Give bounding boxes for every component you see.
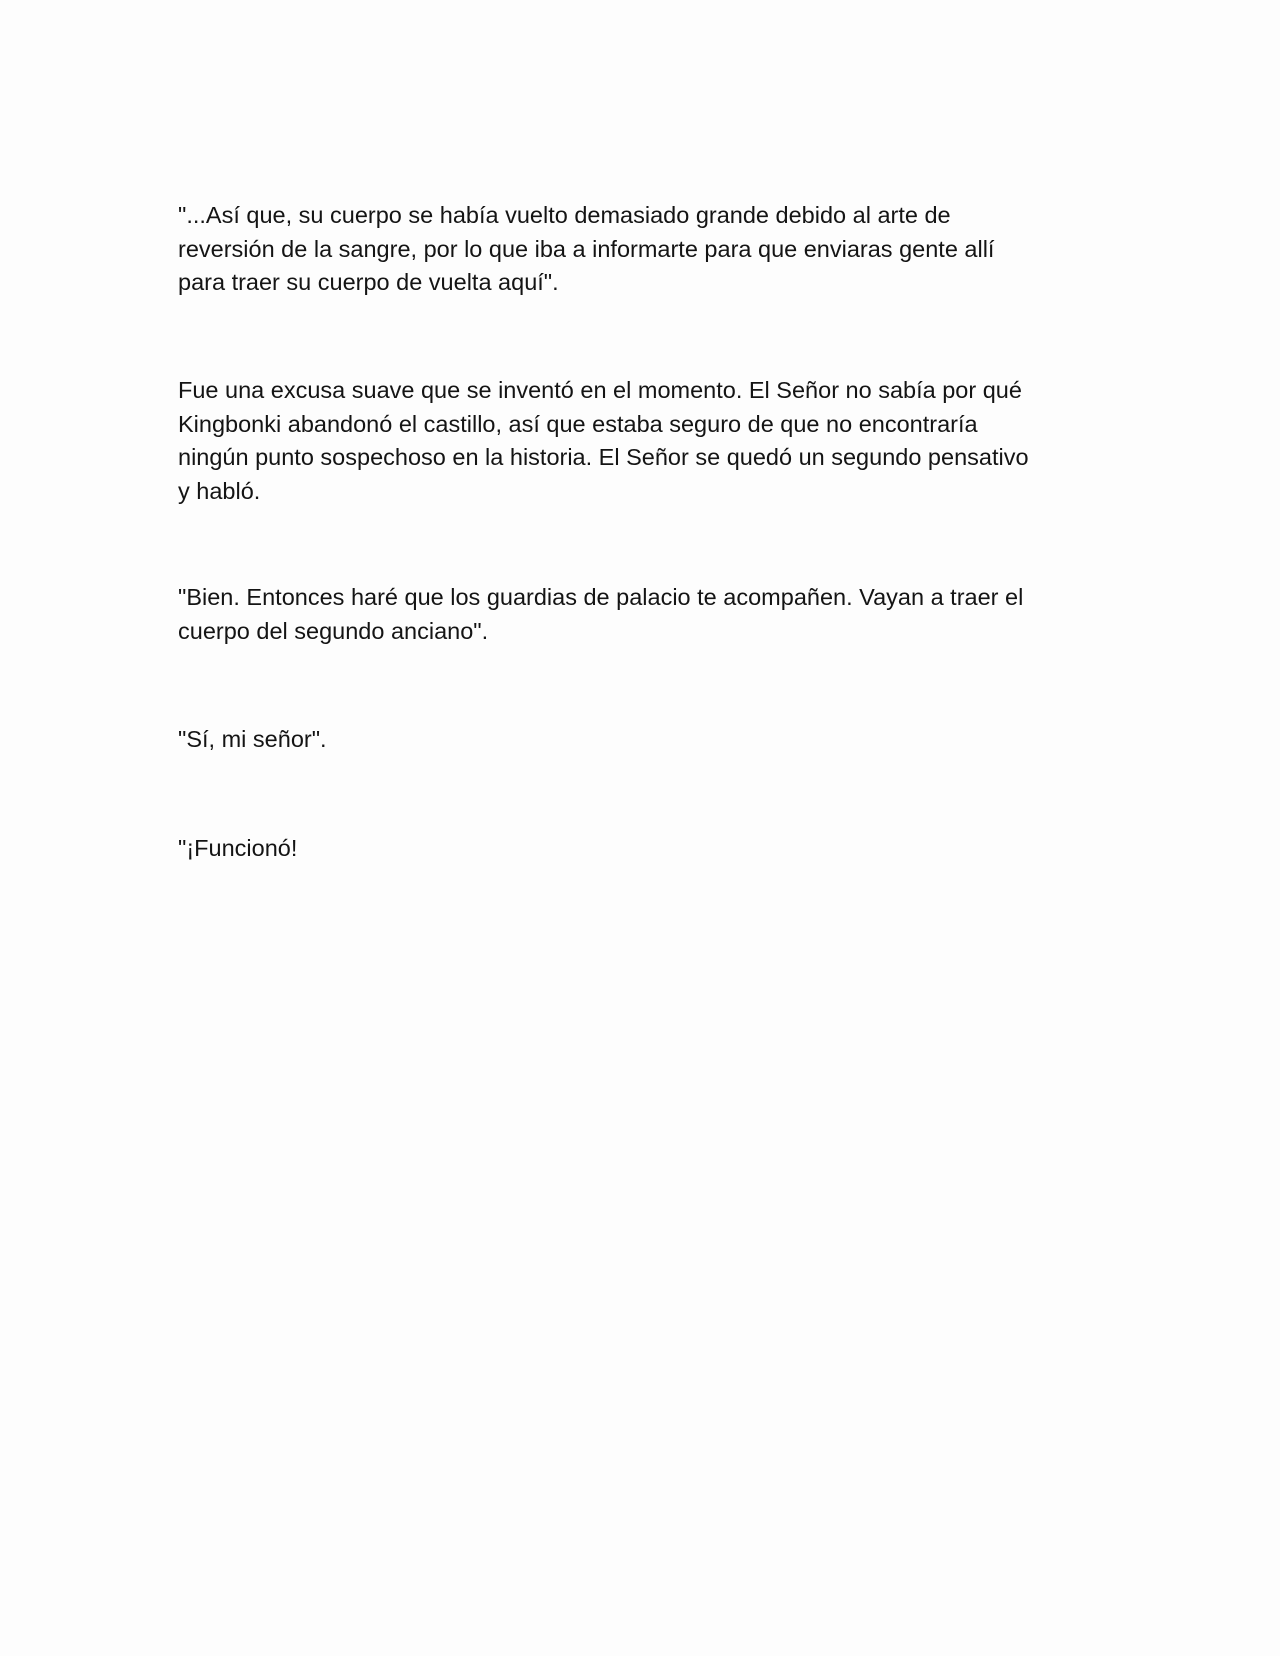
paragraph-5: "¡Funcionó!	[178, 835, 298, 861]
paragraph-1: "...Así que, su cuerpo se había vuelto demasiado grande debido al arte de reversión de la sangre, por lo que iba a informarte para que enviaras gente allí para traer su cuerpo de vuelta aquí".	[178, 202, 995, 295]
paragraph-4: "Sí, mi señor".	[178, 726, 327, 752]
paragraph-3: "Bien. Entonces haré que los guardias de palacio te acompañen. Vayan a traer el cuerpo del segundo anciano".	[178, 584, 1024, 644]
paragraph-2: Fue una excusa suave que se inventó en el momento. El Señor no sabía por qué Kingbonki abandonó el castillo, así que estaba seguro de que no encontraría ningún punto sospechoso en la historia. El Señor se quedó un segundo pensativo y habló.	[178, 377, 1029, 504]
